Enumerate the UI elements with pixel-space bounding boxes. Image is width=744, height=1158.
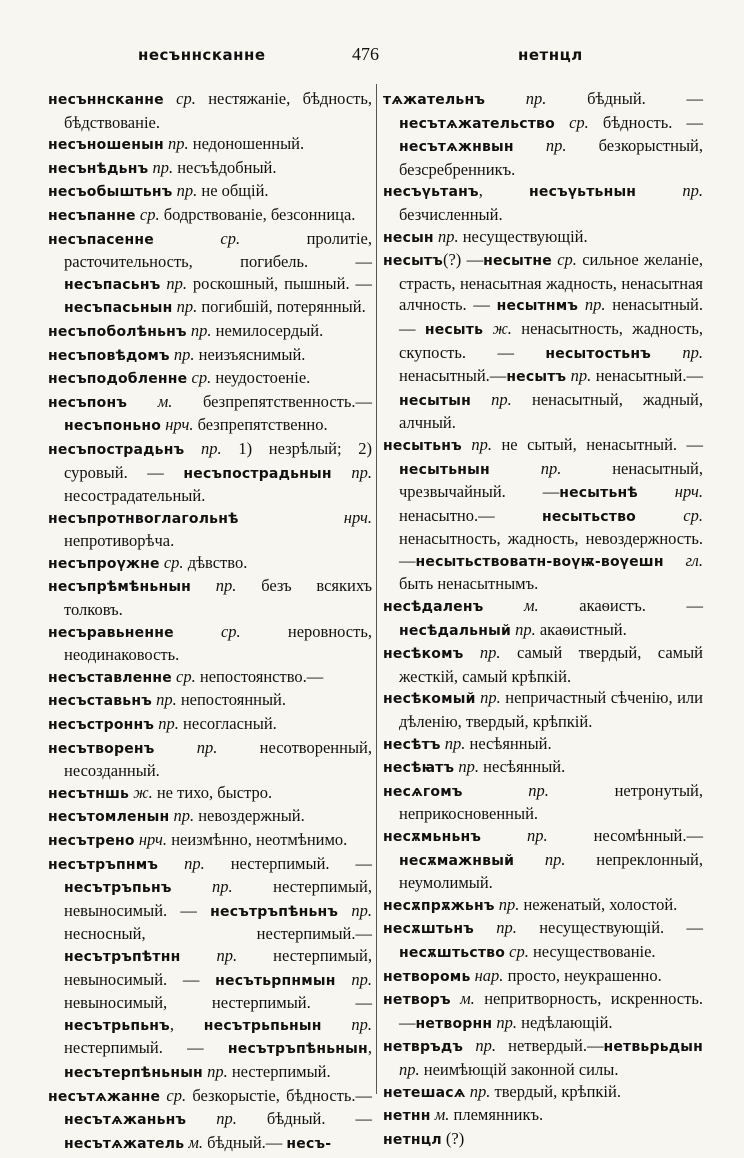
- definition-text: ,: [367, 1038, 372, 1058]
- headword: несъпасенне: [48, 231, 154, 248]
- headword: несытьство: [541, 508, 636, 525]
- definition-text: (?) —: [442, 250, 484, 270]
- grammar-label: пр.: [514, 849, 597, 869]
- dictionary-entry: [48, 344, 372, 368]
- definition-text: нестяжаніе, бѣдность, бѣдствованіе.: [64, 89, 372, 132]
- grammar-label: ж.: [483, 318, 522, 338]
- column-divider: [376, 84, 377, 1094]
- grammar-label: м.: [430, 1105, 454, 1125]
- definition-text: ненасытный. —: [399, 295, 703, 338]
- grammar-label: пр.: [163, 134, 193, 154]
- dictionary-entry: [383, 595, 703, 642]
- headword: несъпонъ: [48, 394, 128, 411]
- definition-text: бодрствованіе, безсонница.: [163, 204, 356, 224]
- grammar-label: пр.: [462, 780, 615, 800]
- definition-text: (?): [441, 1128, 465, 1148]
- headword: несътомленын: [48, 809, 170, 826]
- dictionary-entry: [48, 88, 372, 133]
- headword: несъүьтьнын: [529, 184, 637, 201]
- definition-text: несомѣнный.—: [593, 826, 703, 845]
- dictionary-entry: [48, 829, 372, 853]
- headword: несътѧжательство: [399, 115, 555, 132]
- grammar-label: пр.: [578, 295, 613, 315]
- grammar-label: пр.: [461, 434, 502, 454]
- grammar-label: нрч.: [161, 415, 198, 435]
- grammar-label: пр.: [566, 366, 596, 386]
- grammar-label: ср.: [551, 250, 583, 270]
- grammar-label: пр.: [321, 1014, 373, 1034]
- headword: несътьрпнмын: [215, 972, 336, 989]
- grammar-label: ср.: [135, 204, 164, 224]
- definition-text: несуществующій.: [462, 226, 588, 246]
- headword: несъпострадьнын: [183, 465, 332, 482]
- dictionary-entry: [383, 434, 703, 595]
- grammar-label: пр.: [154, 737, 260, 757]
- headword: несътръпьнъ: [64, 880, 172, 897]
- grammar-label: м.: [184, 1132, 208, 1152]
- definition-text: ,: [169, 1014, 204, 1034]
- definition-text: пролитіе, расточительность, погибель. —: [64, 228, 372, 272]
- grammar-label: пр.: [463, 1036, 509, 1056]
- dictionary-entry: [48, 853, 372, 1085]
- dictionary-entry: [383, 988, 703, 1035]
- grammar-label: пр.: [481, 826, 594, 845]
- definition-text: несогласный.: [182, 714, 277, 734]
- grammar-label: пр.: [440, 733, 470, 753]
- definition-text: ненасытный.—: [399, 366, 507, 386]
- grammar-label: пр.: [169, 344, 199, 364]
- headword: несъпротнвоглагольнѣ: [48, 510, 239, 527]
- grammar-label: пр.: [180, 945, 274, 965]
- headword: несътворенъ: [48, 740, 155, 757]
- definition-text: ,: [478, 181, 530, 201]
- definition-text: неимѣющій законной силы.: [423, 1059, 619, 1079]
- headword: несытын: [399, 392, 471, 409]
- definition-text: роскошный, пышный. —: [192, 273, 372, 293]
- definition-text: безкорыстіе, бѣдность.—: [192, 1085, 373, 1105]
- headword: несытостьнъ: [545, 345, 651, 362]
- definition-text: акаѳистъ. —: [579, 596, 703, 616]
- headword: несъобыштьнъ: [48, 184, 173, 201]
- grammar-label: нрч.: [637, 482, 703, 502]
- headword: нетворнн: [415, 1015, 493, 1032]
- definition-text: неженатый, холостой.: [523, 894, 678, 914]
- headword: несѫпрѫжьнъ: [383, 897, 495, 914]
- headword: несъпанне: [48, 207, 136, 224]
- headword: несѣꙗтъ: [383, 760, 455, 777]
- grammar-label: пр.: [202, 1061, 232, 1081]
- headword: несътръпѣньнын: [227, 1041, 368, 1058]
- grammar-label: гл.: [663, 550, 703, 570]
- definition-text: самый твердый, самый жесткій, самый крѣпкій.: [399, 643, 703, 686]
- headword: несъстроннъ: [48, 717, 155, 734]
- headword: несъпасьнын: [64, 300, 173, 317]
- grammar-label: пр.: [191, 576, 262, 596]
- grammar-label: ср.: [171, 666, 200, 686]
- definition-text: бѣдный. —: [266, 1109, 372, 1129]
- headword: несѧгомъ: [383, 783, 463, 800]
- dictionary-entry: [48, 713, 372, 737]
- dictionary-entry: [383, 965, 703, 989]
- grammar-label: пр.: [169, 806, 199, 826]
- grammar-label: ср.: [635, 505, 703, 525]
- headword: несътръпѣньнъ: [210, 903, 339, 920]
- dictionary-entry: [383, 88, 703, 180]
- grammar-label: пр.: [158, 853, 231, 873]
- definition-text: дѣвство.: [187, 552, 248, 572]
- definition-text: бѣдный. —: [587, 89, 704, 108]
- headword: несъпострадьнъ: [48, 441, 185, 458]
- definition-text: акаѳистный.: [539, 619, 627, 639]
- definition-text: несѣянный.: [469, 733, 552, 753]
- headword: несытьнъ: [383, 437, 462, 454]
- grammar-label: пр.: [454, 757, 484, 777]
- dictionary-entry: [48, 133, 372, 157]
- definition-text: твердый, крѣпкій.: [494, 1081, 621, 1101]
- headword: несѫштьнъ: [383, 921, 474, 938]
- headword: нетвръдъ: [383, 1039, 464, 1056]
- headword: несѫмьньнъ: [383, 829, 482, 845]
- dictionary-entry: [48, 621, 372, 666]
- grammar-label: м.: [450, 989, 485, 1009]
- definition-text: непротиворѣча.: [64, 531, 175, 551]
- grammar-label: м.: [483, 596, 580, 616]
- grammar-label: ср.: [187, 368, 216, 388]
- dictionary-entry: [383, 894, 703, 918]
- definition-text: неровность, неодинаковость.: [64, 621, 372, 665]
- grammar-label: пр.: [475, 688, 506, 708]
- headword: несъүьтанъ: [383, 184, 479, 201]
- headword: несътерпѣньнын: [64, 1064, 203, 1081]
- definition-text: нетвердый.—: [508, 1036, 604, 1056]
- definition-text: несуществующій. —: [539, 918, 703, 938]
- grammar-label: пр.: [151, 690, 181, 710]
- dictionary-entry: [383, 825, 703, 894]
- definition-text: неизмѣнно, неотмѣнимо.: [171, 830, 348, 849]
- definition-text: несострадательный.: [64, 486, 206, 506]
- dictionary-entry: [383, 1128, 703, 1152]
- headword: несътѧжаньнъ: [64, 1112, 187, 1129]
- headword: несытьствоватн-воүѭ-воүешн: [415, 553, 664, 570]
- headword: несыть: [424, 321, 484, 338]
- grammar-label: пр.: [636, 181, 703, 201]
- dictionary-entry: [383, 180, 703, 225]
- definition-text: погибшій, потерянный.: [201, 297, 366, 317]
- grammar-label: м.: [127, 391, 203, 411]
- headword: нетворъ: [383, 992, 451, 1009]
- definition-text: несносный, нестерпимый.—: [64, 924, 372, 944]
- dictionary-entry: [383, 1035, 703, 1080]
- definition-text: несуществованіе.: [532, 941, 656, 961]
- dictionary-entry: [48, 575, 372, 620]
- grammar-label: пр.: [489, 458, 613, 478]
- headword: несытъ: [383, 253, 443, 270]
- dictionary-entry: [48, 737, 372, 782]
- dictionary-entry: [48, 805, 372, 829]
- dictionary-entry: [383, 917, 703, 964]
- definition-text: ненасытность, жадность, скупость. —: [399, 318, 703, 362]
- grammar-label: ср.: [160, 1085, 193, 1105]
- definition-text: ненасытность, жадность, невоздержность.—: [399, 529, 703, 570]
- headword: несѫмажнвый: [399, 852, 515, 869]
- headword: несытне: [483, 253, 552, 270]
- dictionary-entry: [48, 782, 372, 806]
- grammar-label: пр.: [492, 1012, 522, 1032]
- dictionary-entry: [48, 204, 372, 228]
- grammar-label: пр.: [171, 877, 274, 897]
- dictionary-entry: [48, 507, 372, 552]
- grammar-label: ср.: [505, 941, 533, 961]
- dictionary-entry: [383, 642, 703, 687]
- grammar-label: пр.: [470, 389, 533, 409]
- grammar-label: пр.: [160, 273, 193, 293]
- definition-text: недоношенный.: [192, 134, 305, 154]
- dictionary-entry: [383, 780, 703, 825]
- grammar-label: пр.: [399, 1059, 424, 1079]
- headword: нетвьрьдын: [603, 1039, 703, 1056]
- headword: несъпоньно: [64, 418, 162, 435]
- dictionary-entry: [48, 157, 372, 181]
- definition-text: безпрепятственно.: [197, 415, 328, 435]
- definition-text: просто, неукрашенно.: [507, 965, 662, 985]
- definition-text: не тихо, быстро.: [156, 782, 273, 802]
- page-header: [0, 44, 744, 70]
- grammar-label: пр.: [513, 136, 599, 156]
- definition-text: неизъяснимый.: [198, 344, 306, 364]
- dictionary-entry: [383, 226, 703, 250]
- headword: несътѧжатель: [64, 1135, 185, 1152]
- definition-text: бѣдность. —: [602, 112, 703, 132]
- grammar-label: ж.: [129, 782, 157, 802]
- headword: несътръпѣтнн: [64, 948, 181, 965]
- dictionary-entry: [383, 249, 703, 434]
- definition-text: ненасытно.—: [399, 505, 542, 525]
- definition-text: непричастный сѣченію, или дѣленію, твердый, крѣпкій.: [399, 688, 703, 732]
- grammar-label: ср.: [173, 621, 288, 641]
- definition-text: непритворность, искренность.—: [399, 989, 703, 1032]
- headword: несъ-: [286, 1135, 332, 1152]
- grammar-label: нрч.: [238, 507, 372, 527]
- definition-text: ненасытный, жадный, алчный.: [399, 389, 704, 433]
- dictionary-entry: [383, 733, 703, 757]
- definition-text: нестерпимый, невыносимый. —: [64, 877, 372, 920]
- dictionary-entry: [48, 180, 372, 204]
- grammar-label: пр.: [148, 157, 178, 177]
- headword: несын: [383, 229, 434, 246]
- headword: несѣдаленъ: [383, 599, 484, 616]
- headword: несътрьпьнъ: [64, 1017, 170, 1034]
- headword: несънѣдьнъ: [48, 160, 149, 177]
- right-running-headword: нетнцл: [518, 46, 583, 64]
- grammar-label: пр.: [433, 226, 463, 246]
- definition-text: невоздержный.: [198, 806, 305, 826]
- left-running-headword: несъннсканне: [138, 46, 266, 64]
- definition-text: 1) незрѣлый; 2) суровый. —: [64, 438, 373, 482]
- dictionary-entry: [383, 756, 703, 780]
- definition-text: быть ненасытнымъ.: [399, 574, 539, 594]
- definition-text: недѣлающій.: [521, 1012, 613, 1032]
- definition-text: ненасытный.—: [595, 366, 703, 386]
- dictionary-entry: [48, 228, 372, 320]
- headword: несъповѣдомъ: [48, 347, 170, 364]
- grammar-label: пр.: [335, 969, 372, 989]
- definition-text: непостоянный.: [180, 690, 287, 710]
- definition-text: ненасытный, чрезвычайный. —: [399, 458, 703, 502]
- headword: нетворомь: [383, 968, 471, 985]
- grammar-label: ср.: [159, 552, 188, 572]
- grammar-label: пр.: [494, 894, 524, 914]
- headword: несъставьнъ: [48, 693, 152, 710]
- left-column: [48, 88, 372, 1155]
- definition-text: нестерпимый.: [231, 1061, 331, 1081]
- definition-text: сильное желаніе, страсть, ненасытная жадность, ненасытная алчность. —: [399, 250, 703, 315]
- headword: несъпоболѣньнъ: [48, 323, 187, 340]
- grammar-label: пр.: [186, 1109, 267, 1129]
- definition-text: нетронутый, неприкосновенный.: [399, 780, 703, 824]
- grammar-label: нрч.: [134, 830, 172, 849]
- definition-text: несотворенный, несозданный.: [64, 737, 372, 781]
- grammar-label: пр.: [338, 900, 372, 920]
- definition-text: безъ всякихъ толковъ.: [64, 576, 373, 620]
- definition-text: невыносимый, нестерпимый. —: [64, 993, 372, 1013]
- grammar-label: пр.: [172, 297, 202, 317]
- dictionary-entry: [383, 687, 703, 732]
- headword: несытъ: [506, 369, 567, 386]
- headword: несѣкомый: [383, 691, 476, 708]
- headword: несѣдальный: [399, 622, 511, 639]
- grammar-label: пр.: [510, 619, 540, 639]
- headword: несытнмъ: [496, 298, 579, 315]
- definition-text: немилосердый.: [215, 320, 324, 340]
- headword: несътншь: [48, 785, 130, 802]
- headword: несътрено: [48, 833, 135, 849]
- headword: нетнн: [383, 1108, 431, 1125]
- dictionary-entry: [48, 1085, 372, 1156]
- headword: несъпроүжне: [48, 555, 160, 572]
- definition-text: не общій.: [201, 181, 269, 201]
- definition-text: не сытый, ненасытный. —: [501, 434, 703, 454]
- headword: несъношенын: [48, 137, 164, 154]
- definition-text: бѣдный.—: [207, 1132, 287, 1152]
- headword: несътѧжнвын: [399, 139, 514, 156]
- grammar-label: пр.: [463, 643, 517, 663]
- definition-text: нестерпимый. —: [230, 853, 372, 873]
- dictionary-entry: [48, 367, 372, 391]
- headword: несытьнѣ: [559, 485, 638, 502]
- grammar-label: пр.: [331, 462, 372, 482]
- headword: несѣкомъ: [383, 646, 464, 663]
- dictionary-entry: [48, 552, 372, 576]
- headword: нетешасѧ: [383, 1084, 466, 1101]
- headword: несъпрѣмѣньнын: [48, 579, 192, 596]
- right-column: [383, 88, 703, 1151]
- grammar-label: пр.: [485, 89, 588, 108]
- definition-text: неудостоеніе.: [215, 368, 311, 388]
- grammar-label: пр.: [465, 1081, 495, 1101]
- headword: несъннсканне: [48, 92, 164, 108]
- grammar-label: пр.: [154, 714, 183, 734]
- headword: несъставленне: [48, 669, 172, 686]
- grammar-label: ср.: [153, 228, 307, 248]
- headword: несѣтъ: [383, 736, 441, 753]
- grammar-label: пр.: [172, 181, 202, 201]
- dictionary-entry: [48, 666, 372, 690]
- grammar-label: ср.: [554, 112, 603, 132]
- grammar-label: пр.: [186, 320, 216, 340]
- headword: несытьнын: [399, 461, 490, 478]
- definition-text: несъѣдобный.: [177, 157, 277, 177]
- headword: несъравьненне: [48, 624, 174, 641]
- headword: нетнцл: [383, 1131, 442, 1148]
- grammar-label: ср.: [163, 89, 209, 108]
- grammar-label: пр.: [184, 438, 239, 458]
- headword: несѫштьство: [399, 944, 506, 961]
- headword: несътѧжанне: [48, 1088, 161, 1105]
- definition-text: непреклонный, неумолимый.: [399, 849, 703, 893]
- dictionary-entry: [383, 1081, 703, 1105]
- page-number: 476: [352, 44, 379, 64]
- dictionary-entry: [48, 438, 372, 507]
- dictionary-entry: [48, 689, 372, 713]
- headword: несъподобленне: [48, 371, 188, 388]
- headword: несътръпнмъ: [48, 856, 159, 873]
- dictionary-entry: [383, 1104, 703, 1128]
- definition-text: несѣянный.: [483, 757, 566, 777]
- definition-text: нестерпимый, невыносимый. —: [64, 945, 372, 989]
- definition-text: племянникъ.: [453, 1105, 544, 1125]
- headword: тѧжательнъ: [383, 92, 486, 108]
- dictionary-entry: [48, 391, 372, 438]
- dictionary-entry: [48, 320, 372, 344]
- definition-text: безпрепятственность.—: [202, 391, 372, 411]
- headword: несъпасьнъ: [64, 276, 161, 293]
- definition-text: нестерпимый. —: [64, 1038, 228, 1058]
- headword: несътрьпьнын: [203, 1017, 322, 1034]
- grammar-label: пр.: [650, 342, 703, 362]
- definition-text: безчисленный.: [399, 204, 503, 224]
- definition-text: непостоянство.—: [199, 666, 324, 686]
- grammar-label: пр.: [473, 918, 540, 938]
- grammar-label: нар.: [470, 965, 508, 985]
- definition-text: безкорыстный, безсребренникъ.: [399, 136, 703, 179]
